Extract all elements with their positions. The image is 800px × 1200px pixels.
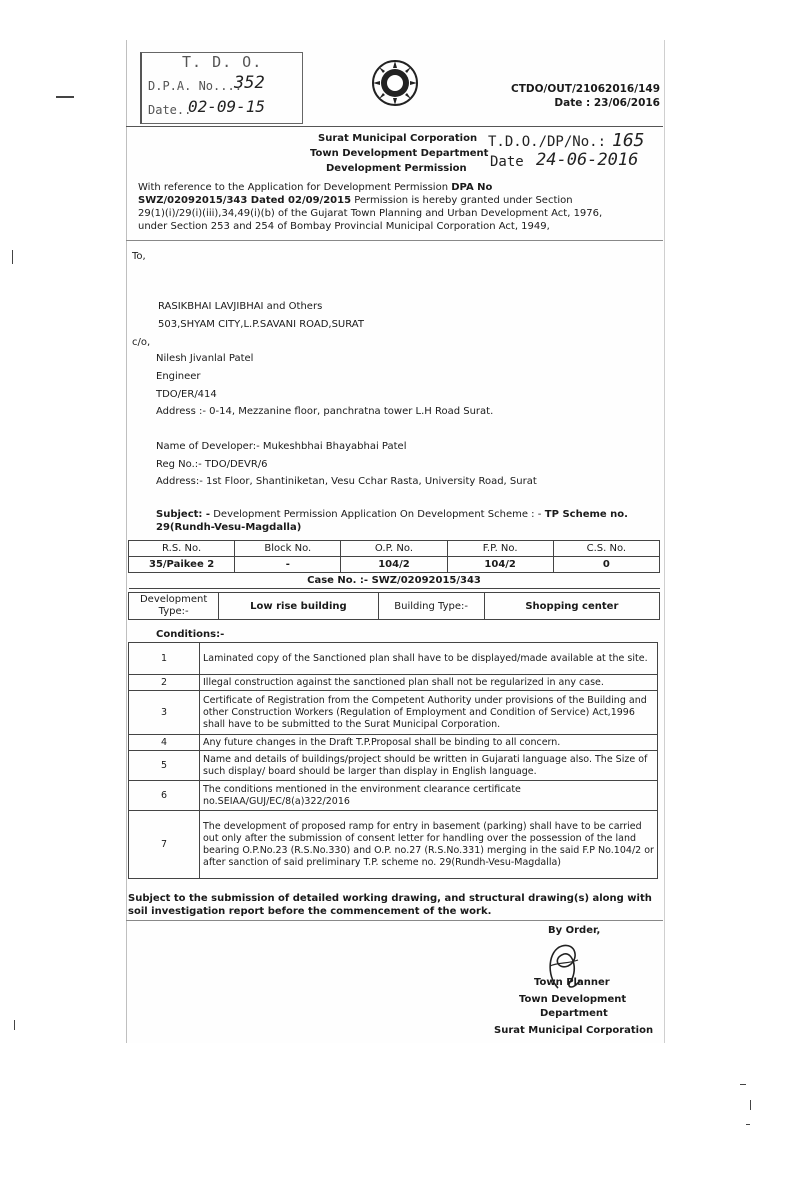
signatory-department-1: Town Development — [519, 994, 627, 1005]
stamp-dpa-label: D.P.A. No.... — [148, 79, 242, 93]
developer-name: Name of Developer:- Mukeshbhai Bhayabhai Patel — [156, 441, 407, 452]
stamp-dpa-value: 352 — [234, 73, 265, 93]
scan-speck — [740, 1084, 746, 1085]
building-type-label: Building Type:- — [378, 593, 484, 620]
case-number: Case No. :- SWZ/02092015/343 — [129, 573, 660, 589]
stamp-date-label: Date.. — [148, 103, 192, 117]
subject-text: Development Permission Application On Development Scheme : - — [210, 509, 542, 520]
document-ref: CTDO/OUT/21062016/149 — [511, 83, 660, 95]
handwritten-date-label: Date — [490, 154, 524, 170]
subject-label: Subject: - — [156, 509, 211, 520]
org-department: Town Development Department — [310, 148, 489, 159]
stamp-date-value: 02-09-15 — [188, 97, 266, 116]
org-document-type: Development Permission — [326, 163, 467, 174]
handwritten-dp-label: T.D.O./DP/No.: — [488, 134, 607, 150]
care-of-label: c/o, — [132, 337, 151, 348]
value-fp-no: 104/2 — [447, 557, 553, 573]
condition-row — [129, 735, 658, 751]
condition-text: Laminated copy of the Sanctioned plan shall have to be displayed/made available at the site. — [200, 643, 658, 675]
subject-scheme-name: 29(Rundh-Vesu-Magdalla) — [156, 522, 302, 533]
condition-number: 3 — [129, 691, 200, 735]
intro-dpa-label: DPA No — [451, 182, 493, 193]
condition-number: 1 — [129, 643, 200, 675]
condition-row — [129, 811, 658, 879]
development-type-label: Development Type:- — [129, 593, 219, 620]
condition-number: 7 — [129, 811, 200, 879]
condition-row — [129, 781, 658, 811]
subject-scheme: TP Scheme no. — [541, 509, 628, 520]
condition-number: 2 — [129, 675, 200, 691]
development-type-value: Low rise building — [219, 593, 378, 620]
value-block-no: - — [235, 557, 341, 573]
header-cs-no: C.S. No. — [553, 541, 659, 557]
header-rs-no: R.S. No. — [129, 541, 235, 557]
intro-paragraph — [138, 181, 663, 233]
plot-value-row — [129, 557, 660, 573]
addressee-address: 503,SHYAM CITY,L.P.SAVANI ROAD,SURAT — [158, 319, 364, 330]
value-rs-no: 35/Paikee 2 — [129, 557, 235, 573]
developer-reg: Reg No.:- TDO/DEVR/6 — [156, 459, 268, 470]
condition-row — [129, 751, 658, 781]
header-op-no: O.P. No. — [341, 541, 447, 557]
condition-text: Name and details of buildings/project should be written in Gujarati language also. The Size of such display/ board should be larger than display in English language. — [200, 751, 658, 781]
scan-speck — [56, 96, 74, 98]
engineer-reg: TDO/ER/414 — [156, 389, 217, 400]
condition-text: The conditions mentioned in the environment clearance certificate no.SEIAA/GUJ/EC/8(a)322/2016 — [200, 781, 658, 811]
smc-emblem-icon — [370, 58, 420, 108]
intro-dpa-number: SWZ/02092015/343 Dated 02/09/2015 — [138, 195, 352, 206]
signatory-corporation: Surat Municipal Corporation — [494, 1025, 654, 1036]
condition-text: Illegal construction against the sanctioned plan shall not be regularized in any case. — [200, 675, 658, 691]
intro-text-1: With reference to the Application for Development Permission — [138, 182, 449, 193]
condition-text: Any future changes in the Draft T.P.Proposal shall be binding to all concern. — [200, 735, 658, 751]
by-order: By Order, — [548, 925, 601, 936]
value-op-no: 104/2 — [341, 557, 447, 573]
type-row — [129, 593, 660, 620]
building-type-value: Shopping center — [484, 593, 659, 620]
org-name: Surat Municipal Corporation — [318, 133, 478, 144]
case-no-row — [129, 573, 660, 589]
scan-speck — [12, 250, 13, 264]
plot-details-table — [128, 540, 660, 589]
to-label: To, — [132, 251, 146, 262]
condition-text: Certificate of Registration from the Competent Authority under provisions of the Building and other Construction Workers (Regulation of Employment and Condition of Service) Act,1996 shall have to be submitted to the Surat Municipal Corporation. — [200, 691, 658, 735]
condition-text: The development of proposed ramp for entry in basement (parking) shall have to be carried out only after the submission of consent letter for handling over the possession of the land bearing O.P.No.23 (R.S.No.330) and O.P. no.27 (R.S.No.331) merging in the said F.P No.104/2 or after sanction of said preliminary T.P. scheme no. 29(Rundh-Vesu-Magdalla) — [200, 811, 658, 879]
signatory-department-2: Department — [540, 1008, 608, 1019]
scan-speck — [746, 1124, 750, 1125]
conditions-table — [128, 642, 658, 879]
document-date: Date : 23/06/2016 — [554, 97, 660, 109]
condition-row — [129, 643, 658, 675]
intro-text-2: Permission is hereby granted under Section — [351, 195, 573, 206]
condition-row — [129, 675, 658, 691]
signatory-title: Town Planner — [534, 977, 610, 988]
addressee-name: RASIKBHAI LAVJIBHAI and Others — [158, 301, 323, 312]
engineer-address: Address :- 0-14, Mezzanine floor, panchratna tower L.H Road Surat. — [156, 406, 494, 417]
condition-number: 5 — [129, 751, 200, 781]
footer-note: Subject to the submission of detailed working drawing, and structural drawing(s) along with soil investigation report before the commencement of the work. — [128, 893, 652, 917]
scan-speck — [750, 1100, 751, 1110]
header-block-no: Block No. — [235, 541, 341, 557]
subject-block — [156, 508, 656, 534]
tdo-stamp — [140, 52, 303, 124]
engineer-name: Nilesh Jivanlal Patel — [156, 353, 254, 364]
intro-line-1 — [138, 181, 663, 194]
value-cs-no: 0 — [553, 557, 659, 573]
type-table — [128, 592, 660, 620]
intro-line-4: under Section 253 and 254 of Bombay Provincial Municipal Corporation Act, 1949, — [138, 221, 550, 232]
header-fp-no: F.P. No. — [447, 541, 553, 557]
handwritten-date: 24-06-2016 — [536, 150, 639, 170]
handwritten-dp-number: 165 — [612, 130, 645, 151]
intro-line-3: 29(1)(i)/29(i)(iii),34,49(i)(b) of the Gujarat Town Planning and Urban Development Act, 1976, — [138, 208, 603, 219]
conditions-heading: Conditions:- — [156, 629, 225, 640]
stamp-title: T. D. O. — [182, 53, 263, 71]
intro-line-2 — [138, 194, 663, 207]
condition-number: 6 — [129, 781, 200, 811]
engineer-role: Engineer — [156, 371, 201, 382]
scan-speck — [14, 1020, 15, 1030]
condition-row — [129, 691, 658, 735]
developer-address: Address:- 1st Floor, Shantiniketan, Vesu Cchar Rasta, University Road, Surat — [156, 476, 537, 487]
condition-number: 4 — [129, 735, 200, 751]
plot-header-row — [129, 541, 660, 557]
